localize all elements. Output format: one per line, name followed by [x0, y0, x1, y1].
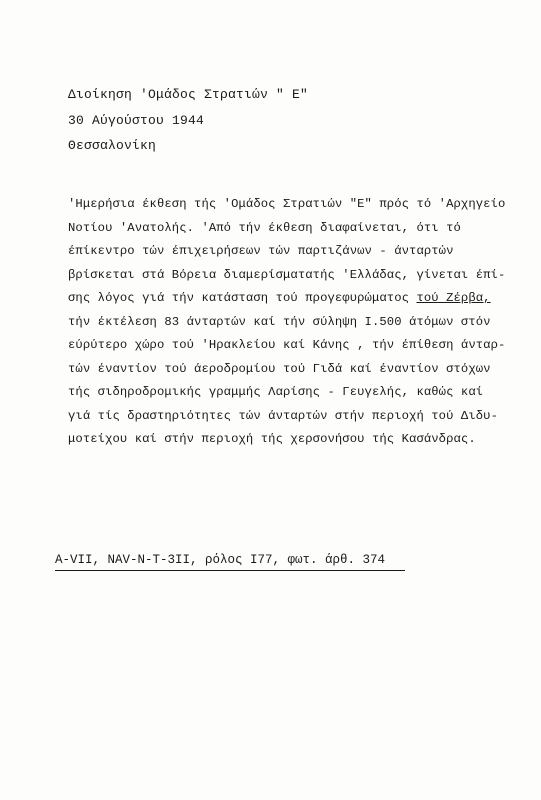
body-line: βρίσκεται στά Βόρεια διαμερίσματατής 'Ελλάδας, γίνεται έπί-: [68, 267, 506, 282]
body-line: τής σιδηροδρομικής γραμμής Λαρίσης - Γευγελής, καθώς καί: [68, 385, 484, 399]
body-line: τήν έκτέλεση 83 άνταρτών καί τήν σύληψη Ι.500 άτόμων στόν: [68, 314, 491, 329]
body-line: εύρύτερο χώρο τού 'Ηρακλείου καί Κάνης , τήν έπίθεση άνταρ-: [68, 338, 506, 352]
body-line: [68, 287, 508, 311]
issuer-heading: Διοίκηση 'Ομάδος Στρατιών " Ε": [68, 87, 309, 102]
body-line: 'Ημερήσια έκθεση τής 'Ομάδος Στρατιών "Ε" πρός τό 'Αρχηγείο: [68, 197, 506, 211]
body-line: έπίκεντρο τών έπιχειρήσεων τών παρτιζάνων - άνταρτών: [68, 244, 454, 258]
document-date: 30 Αύγούστου 1944: [68, 113, 205, 128]
archive-reference: A-VII, NAV-N-T-3II, ρόλος I77, φωτ. άρθ. 374: [55, 553, 405, 571]
body-line: μοτείχου καί στήν περιοχή τής χερσονήσου τής Κασάνδρας.: [68, 432, 476, 446]
underlined-name: τού Ζέρβα,: [416, 291, 491, 305]
body-line: Νοτίου 'Ανατολής. 'Από τήν έκθεση διαφαίνεται, ότι τό: [68, 220, 461, 235]
body-line: γιά τίς δραστηριότητες τών άνταρτών στήν περιοχή τού Διδυ-: [68, 408, 498, 423]
report-body: [68, 193, 508, 452]
body-line: τών έναντίον τού άεροδρομίου τού Γιδά καί έναντίον στόχων: [68, 361, 491, 376]
document-location: Θεσσαλονίκη: [68, 138, 157, 153]
body-line-text: σης λόγος γιά τήν κατάσταση τού προγεφυρώματος: [68, 291, 417, 305]
